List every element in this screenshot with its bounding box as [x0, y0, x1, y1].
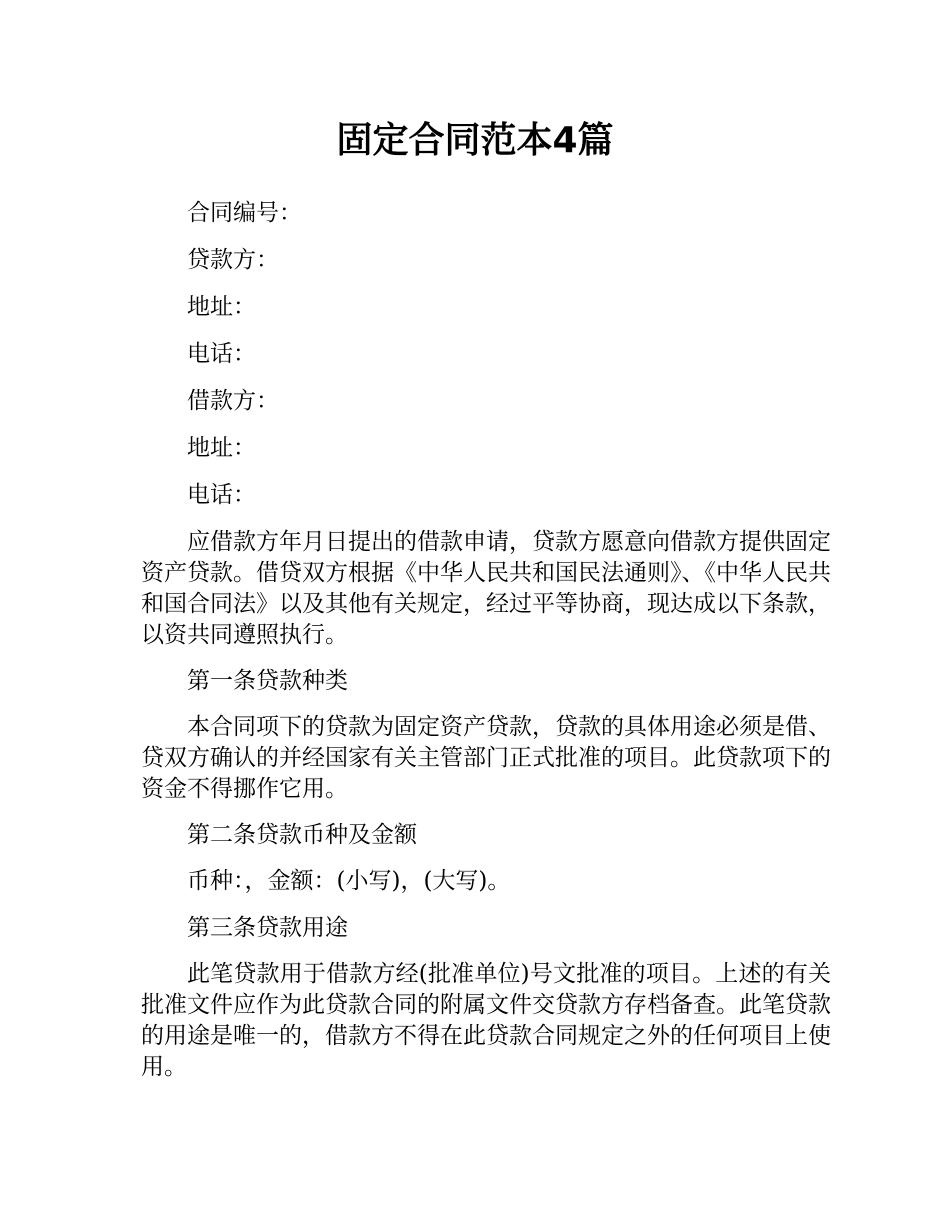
article-3-heading: 第三条贷款用途	[187, 915, 348, 941]
borrower-phone-field: 电话：	[187, 482, 256, 508]
contract-number-field: 合同编号：	[187, 200, 302, 226]
intro-paragraph: 应借款方年月日提出的借款申请，贷款方愿意向借款方提供固定资产贷款。借贷双方根据《中华人民共和国民法通则》、《中华人民共和国合同法》以及其他有关规定，经过平等协商，现达成以下条款，以资共同遵照执行。	[141, 529, 831, 648]
article-2-text: 币种：，金额：(小写)，(大写)。	[187, 868, 511, 894]
lender-field: 贷款方：	[187, 247, 279, 273]
article-3-text: 此笔贷款用于借款方经(批准单位)号文批准的项目。上述的有关批准文件应作为此贷款合同的附属文件交贷款方存档备查。此笔贷款的用途是唯一的，借款方不得在此贷款合同规定之外的任何项目上使用。	[141, 961, 831, 1080]
document-body	[141, 198, 831, 1098]
article-2-heading: 第二条贷款币种及金额	[187, 822, 417, 848]
lender-address-field: 地址：	[187, 294, 256, 320]
lender-phone-field: 电话：	[187, 341, 256, 367]
borrower-field: 借款方：	[187, 388, 279, 414]
borrower-address-field: 地址：	[187, 435, 256, 461]
article-1-heading: 第一条贷款种类	[187, 668, 348, 694]
document-title: 固定合同范本4篇	[336, 120, 614, 161]
article-1-text: 本合同项下的贷款为固定资产贷款，贷款的具体用途必须是借、贷双方确认的并经国家有关主管部门正式批准的项目。此贷款项下的资金不得挪作它用。	[141, 714, 831, 802]
